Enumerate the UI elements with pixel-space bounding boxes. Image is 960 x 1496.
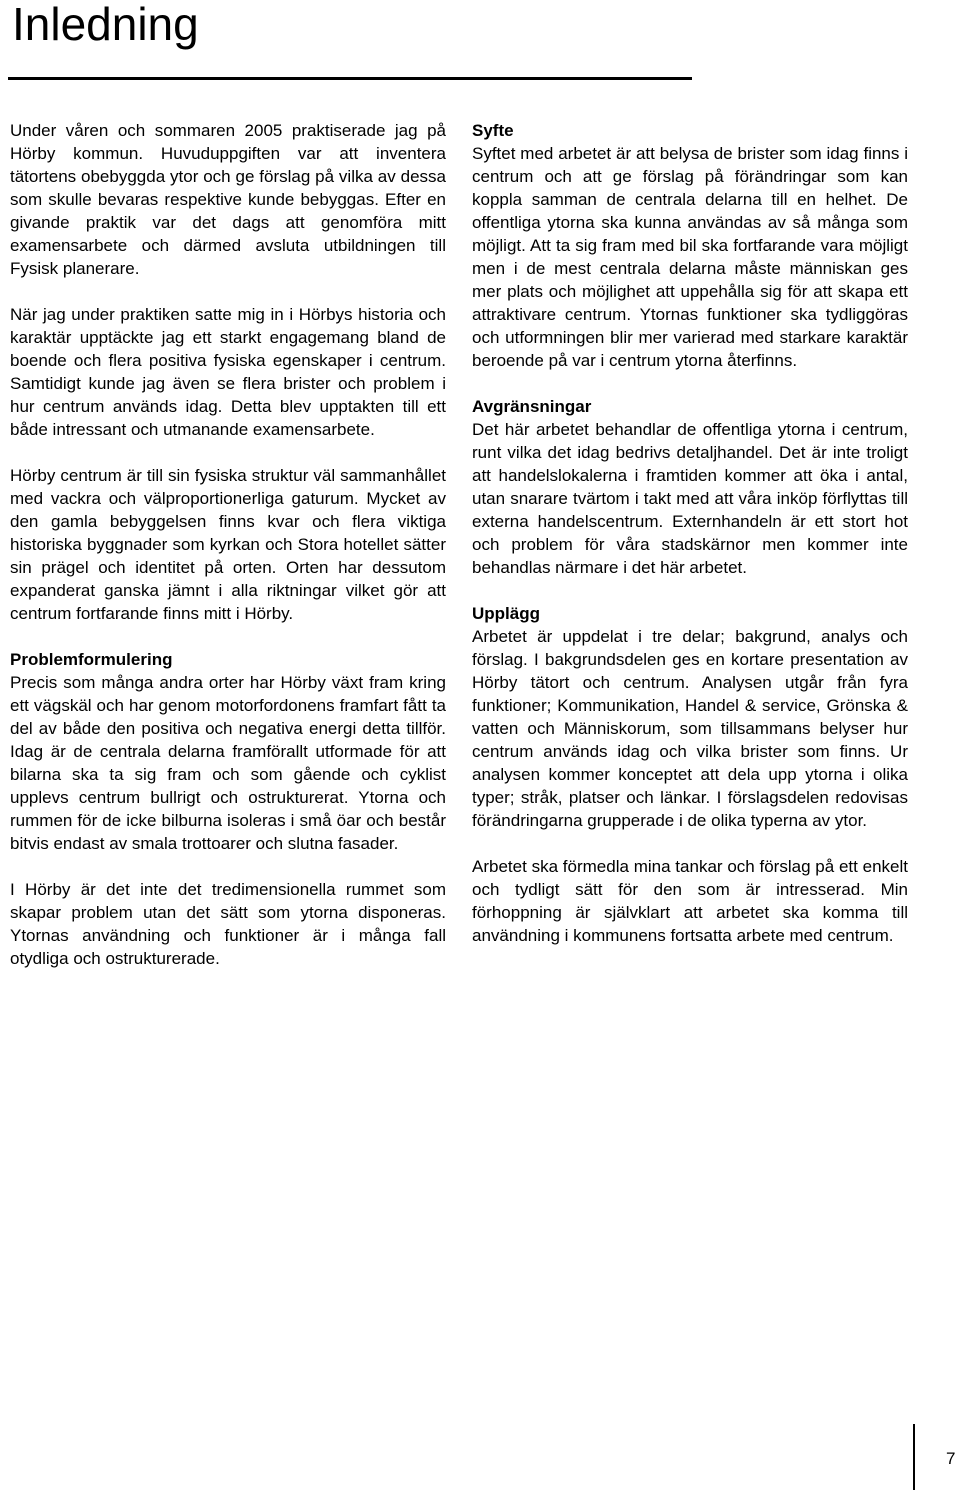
page-title: Inledning xyxy=(12,0,199,50)
heading-problemformulering: Problemformulering xyxy=(10,650,173,669)
heading-avgransningar: Avgränsningar xyxy=(472,397,592,416)
page-number-rule xyxy=(913,1424,915,1490)
page-number: 7 xyxy=(946,1449,956,1468)
syfte-paragraph: Syftet med arbetet är att belysa de brister som idag finns i centrum och att ge förslag på förändringar som kan koppla samman de centrala delarna till en helhet. De offentliga ytorna ska kunna användas av så många som möjligt. Att ta sig fram med bil ska fortfarande vara möjligt men i de mest centrala delarna måste människan ges mer plats och möjlighet att uppehålla sig för att skapa ett attraktivare centrum. Ytornas funktioner ska tydliggöras och utformningen blir mer varierad med starkare karaktär beroende på var i centrum ytorna återfinns. xyxy=(472,144,908,370)
title-underline xyxy=(8,77,692,80)
upplagg-paragraph-1: Arbetet är uppdelat i tre delar; bakgrund, analys och förslag. I bakgrundsdelen ges en kortare presentation av Hörby tätort och centrum. Analysen utgår från fyra funktioner; Kommunikation, Handel & service, Grönska & vatten och Människorum, som tillsammans belyser hur centrum används idag och vilka brister som finns. Ur analysen kommer konceptet att dela upp ytorna i olika typer; stråk, platser och länkar. I förslagsdelen redovisas förändringarna grupperade i de olika typerna av ytor. xyxy=(472,627,908,830)
right-column xyxy=(472,119,908,970)
intro-paragraph-1: Under våren och sommaren 2005 praktiserade jag på Hörby kommun. Huvuduppgiften var att inventera tätortens obebyggda ytor och ge förslag på vilka av dessa som skulle bevaras respektive kunde bebyggas. Efter en givande praktik var det dags att genomföra mitt examensarbete och därmed avsluta utbildningen till Fysisk planerare. xyxy=(10,121,446,278)
intro-paragraph-2: När jag under praktiken satte mig in i Hörbys historia och karaktär upptäckte jag ett starkt engagemang bland de boende och flera positiva fysiska egenskaper i centrum. Samtidigt kunde jag även se flera brister och problem i hur centrum används idag. Detta blev upptakten till ett både intressant och utmanande examensarbete. xyxy=(10,305,446,439)
intro-paragraph-3: Hörby centrum är till sin fysiska struktur väl sammanhållet med vackra och välproportionerliga gaturum. Mycket av den gamla bebyggelsen finns kvar och flera viktiga historiska byggnader som kyrkan och Stora hotellet sätter sin prägel och identitet på orten. Orten har dessutom expanderat ganska jämnt i alla riktningar vilket gör att centrum fortfarande finns mitt i Hörby. xyxy=(10,466,446,623)
problem-paragraph-1: Precis som många andra orter har Hörby växt fram kring ett vägskäl och har genom motorfordonens framfart fått ta del av både den positiva och negativa energi detta tillför. Idag är de centrala delarna framförallt utformade för att bilarna ska ta sig fram och som gående och cyklist upplevs centrum bullrigt och ostrukturerat. Ytorna och rummen för de icke bilburna isoleras i små öar och består bitvis endast av smala trottoarer och slutna fasader. xyxy=(10,673,446,853)
left-column xyxy=(10,119,446,993)
upplagg-paragraph-2: Arbetet ska förmedla mina tankar och förslag på ett enkelt och tydligt sätt för den som är intresserad. Min förhoppning är självklart att arbetet ska komma till användning i kommunens fortsatta arbete med centrum. xyxy=(472,857,908,945)
problem-paragraph-2: I Hörby är det inte det tredimensionella rummet som skapar problem utan det sätt som ytorna disponeras. Ytornas användning och funktioner är i många fall otydliga och ostrukturerade. xyxy=(10,880,446,968)
avgransningar-paragraph: Det här arbetet behandlar de offentliga ytorna i centrum, runt vilka det idag bedrivs detaljhandel. Det är inte troligt att handelslokalerna i framtiden kommer att öka i antal, utan snarare tvärtom i takt med att våra inköp förflyttas till externa handelscentrum. Externhandeln är ett stort hot och problem för våra stadskärnor men kommer inte behandlas närmare i det här arbetet. xyxy=(472,420,908,577)
heading-upplagg: Upplägg xyxy=(472,604,540,623)
heading-syfte: Syfte xyxy=(472,121,514,140)
